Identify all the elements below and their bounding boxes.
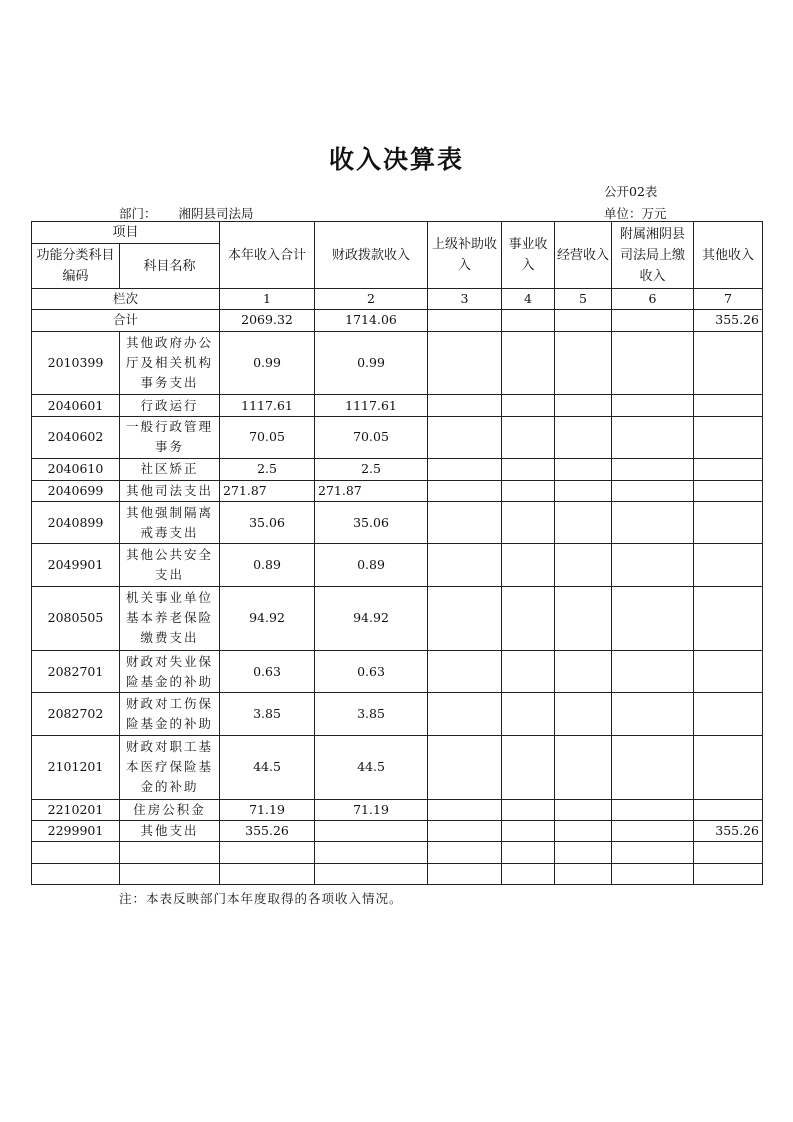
row-subject-name: 社区矫正	[120, 459, 220, 480]
row-total-income: 44.5	[220, 735, 315, 799]
row-total-income: 0.89	[220, 544, 315, 587]
unit-label: 单位：万元	[604, 206, 667, 221]
row-fiscal: 0.99	[315, 331, 428, 395]
row-code: 2299901	[32, 821, 120, 842]
row-fiscal: 71.19	[315, 799, 428, 820]
row-superior	[428, 416, 502, 459]
row-affiliated	[612, 821, 694, 842]
row-operating	[555, 544, 612, 587]
column-index-cell: 7	[694, 289, 763, 310]
row-operating	[555, 501, 612, 544]
row-operating	[555, 331, 612, 395]
row-affiliated	[612, 395, 694, 416]
row-other	[694, 799, 763, 820]
row-affiliated	[612, 842, 694, 863]
header-institution: 事业收入	[502, 222, 555, 289]
row-total-income	[220, 842, 315, 863]
table-row	[32, 842, 763, 863]
row-other	[694, 416, 763, 459]
row-institution	[502, 821, 555, 842]
table-row	[32, 480, 763, 501]
row-institution	[502, 480, 555, 501]
row-total-income: 3.85	[220, 693, 315, 736]
row-subject-name: 财政对职工基本医疗保险基金的补助	[120, 735, 220, 799]
row-affiliated	[612, 501, 694, 544]
row-other	[694, 480, 763, 501]
form-number: 公开02表	[604, 184, 658, 199]
row-total-income: 71.19	[220, 799, 315, 820]
row-institution	[502, 863, 555, 884]
row-code: 2040601	[32, 395, 120, 416]
row-total-income: 35.06	[220, 501, 315, 544]
row-superior	[428, 395, 502, 416]
row-other	[694, 331, 763, 395]
row-superior	[428, 501, 502, 544]
row-fiscal: 2.5	[315, 459, 428, 480]
row-affiliated	[612, 331, 694, 395]
department-line	[119, 204, 254, 222]
column-index-label: 栏次	[32, 289, 220, 310]
column-index-cell: 5	[555, 289, 612, 310]
row-operating	[555, 416, 612, 459]
row-other: 355.26	[694, 821, 763, 842]
row-subject-name: 其他司法支出	[120, 480, 220, 501]
header-affiliated: 附属湘阴县司法局上缴收入	[612, 222, 694, 289]
row-fiscal: 70.05	[315, 416, 428, 459]
totals-operating	[555, 310, 612, 331]
department-label: 部门：	[119, 206, 157, 221]
row-code: 2210201	[32, 799, 120, 820]
row-operating	[555, 735, 612, 799]
row-affiliated	[612, 480, 694, 501]
row-fiscal: 271.87	[315, 480, 428, 501]
row-institution	[502, 544, 555, 587]
totals-institution	[502, 310, 555, 331]
row-subject-name: 一般行政管理事务	[120, 416, 220, 459]
row-code: 2101201	[32, 735, 120, 799]
table-row	[32, 459, 763, 480]
row-code	[32, 863, 120, 884]
row-total-income	[220, 863, 315, 884]
row-institution	[502, 586, 555, 650]
income-table	[31, 221, 763, 885]
row-subject-name: 其他强制隔离戒毒支出	[120, 501, 220, 544]
row-affiliated	[612, 693, 694, 736]
row-code: 2040699	[32, 480, 120, 501]
row-code: 2040602	[32, 416, 120, 459]
row-institution	[502, 735, 555, 799]
row-institution	[502, 650, 555, 693]
row-fiscal: 0.63	[315, 650, 428, 693]
row-affiliated	[612, 586, 694, 650]
row-total-income: 0.99	[220, 331, 315, 395]
header-superior: 上级补助收入	[428, 222, 502, 289]
row-operating	[555, 693, 612, 736]
row-other	[694, 544, 763, 587]
row-subject-name: 其他公共安全支出	[120, 544, 220, 587]
row-superior	[428, 863, 502, 884]
row-subject-name	[120, 863, 220, 884]
row-total-income: 355.26	[220, 821, 315, 842]
row-fiscal: 35.06	[315, 501, 428, 544]
row-institution	[502, 459, 555, 480]
table-row	[32, 586, 763, 650]
row-operating	[555, 586, 612, 650]
totals-fiscal: 1714.06	[315, 310, 428, 331]
row-fiscal: 0.89	[315, 544, 428, 587]
page-title: 收入决算表	[328, 145, 464, 174]
row-code: 2049901	[32, 544, 120, 587]
table-row	[32, 416, 763, 459]
table-row	[32, 650, 763, 693]
row-other	[694, 395, 763, 416]
table-row	[32, 544, 763, 587]
totals-other: 355.26	[694, 310, 763, 331]
row-superior	[428, 693, 502, 736]
totals-superior	[428, 310, 502, 331]
row-code: 2040899	[32, 501, 120, 544]
row-other	[694, 735, 763, 799]
row-other	[694, 501, 763, 544]
row-superior	[428, 799, 502, 820]
row-operating	[555, 821, 612, 842]
row-institution	[502, 693, 555, 736]
row-fiscal: 3.85	[315, 693, 428, 736]
row-fiscal	[315, 842, 428, 863]
column-index-cell: 4	[502, 289, 555, 310]
table-row	[32, 501, 763, 544]
column-index-row	[32, 289, 763, 310]
column-index-cell: 6	[612, 289, 694, 310]
row-total-income: 70.05	[220, 416, 315, 459]
totals-label: 合计	[32, 310, 220, 331]
row-code: 2040610	[32, 459, 120, 480]
row-other	[694, 842, 763, 863]
row-total-income: 1117.61	[220, 395, 315, 416]
header-operating: 经营收入	[555, 222, 612, 289]
header-func-code: 功能分类科目编码	[32, 244, 120, 289]
row-subject-name: 行政运行	[120, 395, 220, 416]
column-index-cell: 3	[428, 289, 502, 310]
row-subject-name: 其他支出	[120, 821, 220, 842]
row-total-income: 94.92	[220, 586, 315, 650]
row-operating	[555, 395, 612, 416]
column-index-cell: 2	[315, 289, 428, 310]
totals-affiliated	[612, 310, 694, 331]
row-superior	[428, 544, 502, 587]
row-institution	[502, 799, 555, 820]
row-operating	[555, 480, 612, 501]
row-superior	[428, 586, 502, 650]
row-affiliated	[612, 799, 694, 820]
table-row	[32, 331, 763, 395]
column-index-cell: 1	[220, 289, 315, 310]
row-other	[694, 586, 763, 650]
row-subject-name: 财政对失业保险基金的补助	[120, 650, 220, 693]
row-code: 2010399	[32, 331, 120, 395]
row-code: 2082701	[32, 650, 120, 693]
row-affiliated	[612, 416, 694, 459]
row-fiscal: 94.92	[315, 586, 428, 650]
table-row	[32, 821, 763, 842]
row-code	[32, 842, 120, 863]
row-affiliated	[612, 735, 694, 799]
row-other	[694, 863, 763, 884]
row-institution	[502, 416, 555, 459]
table-row	[32, 395, 763, 416]
row-institution	[502, 395, 555, 416]
row-total-income: 2.5	[220, 459, 315, 480]
row-operating	[555, 842, 612, 863]
totals-row	[32, 310, 763, 331]
row-other	[694, 459, 763, 480]
row-subject-name: 机关事业单位基本养老保险缴费支出	[120, 586, 220, 650]
row-total-income: 271.87	[220, 480, 315, 501]
table-row	[32, 799, 763, 820]
row-total-income: 0.63	[220, 650, 315, 693]
row-subject-name: 财政对工伤保险基金的补助	[120, 693, 220, 736]
row-affiliated	[612, 544, 694, 587]
row-affiliated	[612, 863, 694, 884]
row-subject-name: 住房公积金	[120, 799, 220, 820]
row-fiscal: 44.5	[315, 735, 428, 799]
department-name: 湘阴县司法局	[178, 206, 254, 221]
row-operating	[555, 863, 612, 884]
row-operating	[555, 799, 612, 820]
row-superior	[428, 821, 502, 842]
row-other	[694, 650, 763, 693]
row-affiliated	[612, 650, 694, 693]
header-total-income: 本年收入合计	[220, 222, 315, 289]
row-superior	[428, 480, 502, 501]
table-row	[32, 735, 763, 799]
header-subject-name: 科目名称	[120, 244, 220, 289]
row-superior	[428, 842, 502, 863]
row-fiscal: 1117.61	[315, 395, 428, 416]
row-operating	[555, 650, 612, 693]
row-superior	[428, 331, 502, 395]
row-institution	[502, 842, 555, 863]
row-other	[694, 693, 763, 736]
row-code: 2080505	[32, 586, 120, 650]
row-fiscal	[315, 821, 428, 842]
row-code: 2082702	[32, 693, 120, 736]
table-row	[32, 863, 763, 884]
row-operating	[555, 459, 612, 480]
row-institution	[502, 331, 555, 395]
row-subject-name	[120, 842, 220, 863]
row-affiliated	[612, 459, 694, 480]
header-fiscal: 财政拨款收入	[315, 222, 428, 289]
row-institution	[502, 501, 555, 544]
table-note: 注：本表反映部门本年度取得的各项收入情况。	[119, 891, 403, 906]
row-superior	[428, 650, 502, 693]
row-superior	[428, 459, 502, 480]
row-fiscal	[315, 863, 428, 884]
row-superior	[428, 735, 502, 799]
header-item: 项目	[32, 222, 220, 244]
header-other: 其他收入	[694, 222, 763, 289]
totals-total-income: 2069.32	[220, 310, 315, 331]
row-subject-name: 其他政府办公厅及相关机构事务支出	[120, 331, 220, 395]
table-row	[32, 693, 763, 736]
